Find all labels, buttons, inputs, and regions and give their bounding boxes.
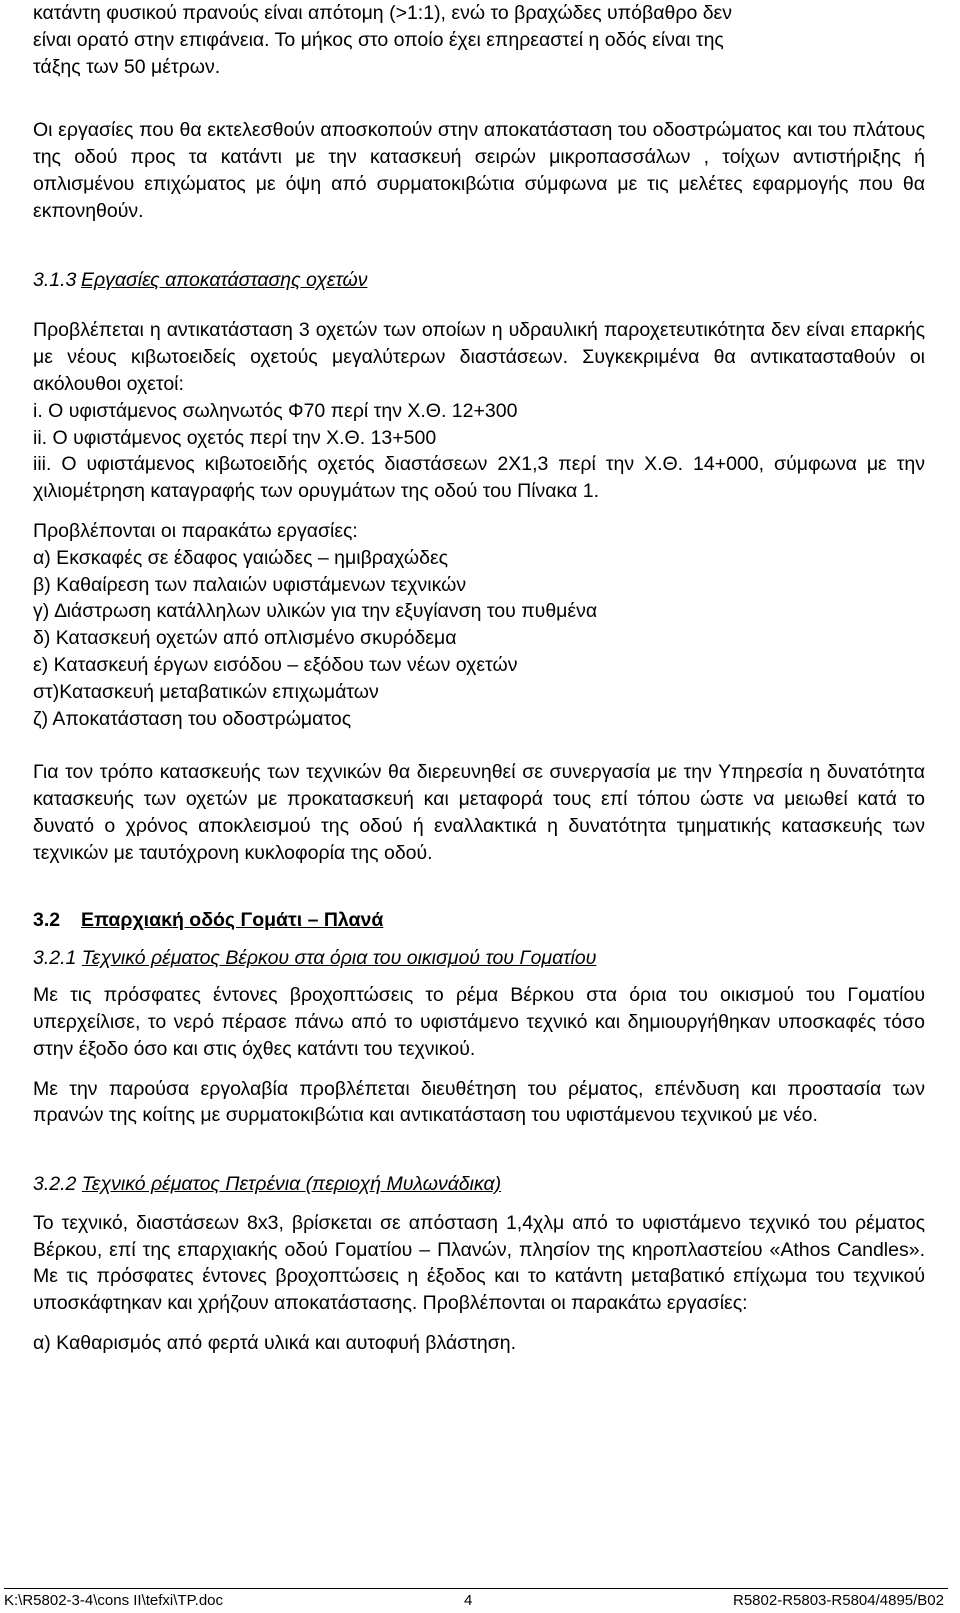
works-list-item: β) Καθαίρεση των παλαιών υφιστάμενων τεχνικών xyxy=(33,573,467,596)
works-list-item: γ) ∆ιάστρωση κατάλληλων υλικών για την εξυγίανση του πυθμένα xyxy=(33,600,598,623)
works-list-item: α) Εκσκαφές σε έδαφος γαιώδες – ημιβραχώδες xyxy=(33,546,449,569)
section-heading-3-2-1 xyxy=(33,945,925,972)
works-list-item: ζ) Αποκατάσταση του οδοστρώματος xyxy=(33,707,352,730)
section-title: Εργασίες αποκατάστασης οχετών xyxy=(81,268,368,291)
culvert-item: iii. Ο υφιστάμενος κιβωτοειδής οχετός διαστάσεων 2Χ1,3 περί την Χ.Θ. 14+000, σύμφωνα με την χιλιομέτρηση καταγραφής των ορυγμάτων της οδού του Πίνακα 1. xyxy=(33,453,925,503)
culvert-item: ii. Ο υφιστάμενος οχετός περί την Χ.Θ. 13+500 xyxy=(33,426,437,449)
document-page xyxy=(33,0,925,1357)
section-heading-3-2 xyxy=(33,907,925,934)
intro-line: κατάντη φυσικού πρανούς είναι απότομη (>1:1), ενώ το βραχώδες υπόβαθρο δεν xyxy=(33,2,733,24)
footer-page-number: 4 xyxy=(464,1592,473,1609)
culverts-paragraph: Προβλέπεται η αντικατάσταση 3 οχετών των οποίων η υδραυλική παροχετευτικότητα δεν είναι επαρκής με νέους κιβωτοειδείς οχετούς μεγαλύτερων διαστάσεων. Συγκεκριμένα θα αντικατασταθούν οι ακόλουθοι οχετοί: xyxy=(33,319,925,395)
section-number: 3.2.1 xyxy=(33,947,77,970)
culvert-item: i. Ο υφιστάμενος σωληνωτός Φ70 περί την Χ.Θ. 12+300 xyxy=(33,399,518,422)
petrenia-paragraph: Το τεχνικό, διαστάσεων 8x3, βρίσκεται σε απόσταση 1,4χλμ από το υφιστάμενο τεχνικό του ρέματος Βέρκου, επί της επαρχιακής οδού Γοματίου – Πλανών, πλησίον της κηροπλαστείου «Athos Candles». Με τις πρόσφατες έντονες βροχοπτώσεις η έξοδος και το κατάντη μεταβατικό επίχωμα του τεχνικού υποσκάφτηκαν και χρήζουν αποκατάστασης. Προβλέπονται οι παρακάτω εργασίες: xyxy=(33,1211,925,1315)
footer-document-code: R5802-R5803-R5804/4895/B02 xyxy=(733,1592,944,1609)
section-title: Τεχνικό ρέματος Πετρένια (περιοχή Μυλωνάδικα) xyxy=(81,1173,502,1196)
works-paragraph: Οι εργασίες που θα εκτελεσθούν αποσκοπούν στην αποκατάσταση του οδοστρώματος και του πλάτους της οδού προς τα κατάντι με την κατασκευή σειρών μικροπασσάλων , τοίχων αντιστήριξης ή οπλισμένου επιχώματος με όψη από συρματοκιβώτια σύμφωνα με τις μελέτες εφαρμογής που θα εκπονηθούν. xyxy=(33,119,925,222)
works-list-item: ε) Κατασκευή έργων εισόδου – εξόδου των νέων οχετών xyxy=(33,653,518,676)
section-title: Επαρχιακή οδός Γομάτι – Πλανά xyxy=(81,908,384,931)
section-number: 3.1.3 xyxy=(33,268,77,291)
works-list-item: δ) Κατασκευή οχετών από οπλισμένο σκυρόδεμα xyxy=(33,627,457,650)
section-title: Τεχνικό ρέματος Βέρκου στα όρια του οικισμού του Γοματίου xyxy=(81,947,597,970)
intro-line: τάξης των 50 μέτρων. xyxy=(33,55,221,78)
method-paragraph: Για τον τρόπο κατασκευής των τεχνικών θα διερευνηθεί σε συνεργασία με την Υπηρεσία η δυνατότητα κατασκευής των οχετών με προκατασκευή και μεταφορά τους επί τόπου ώστε να μειωθεί κατά το δυνατό ο χρόνος αποκλεισμού της οδού ή εναλλακτικά η δυνατότητα τμηματικής κατασκευής των τεχνικών με ταυτόχρονη κυκλοφορία της οδού. xyxy=(33,761,925,864)
works-list xyxy=(33,545,925,733)
works-list-item: στ)Κατασκευή μεταβατικών επιχωμάτων xyxy=(33,680,379,703)
section-heading-3-2-2 xyxy=(33,1171,925,1198)
footer-file-path: K:\R5802-3-4\cons II\tefxi\TP.doc xyxy=(4,1592,224,1609)
verkos-paragraph-1: Με τις πρόσφατες έντονες βροχοπτώσεις το ρέμα Βέρκου στα όρια του οικισμού του Γοματίου υπερχείλισε, το νερό πέρασε πάνω από το υφιστάμενο τεχνικό και δημιουργήθηκαν υποσκαφές τόσο στην έξοδο όσο και στις όχθες κατάντι του τεχνικού. xyxy=(33,984,925,1060)
section-heading-3-1-3 xyxy=(33,267,925,294)
page-footer xyxy=(4,1588,948,1609)
section-number: 3.2.2 xyxy=(33,1173,77,1196)
verkos-paragraph-2: Με την παρούσα εργολαβία προβλέπεται διευθέτηση του ρέματος, επένδυση και προστασία των πρανών της κοίτης με συρματοκιβώτια και αντικατάσταση του υφιστάμενου τεχνικού με νέο. xyxy=(33,1077,925,1127)
intro-line: είναι ορατό στην επιφάνεια. Το μήκος στο οποίο έχει επηρεαστεί η οδός είναι της xyxy=(33,28,724,51)
intro-paragraph xyxy=(33,0,925,80)
section-number: 3.2 xyxy=(33,908,61,931)
works-list-intro: Προβλέπονται οι παρακάτω εργασίες: xyxy=(33,519,358,542)
petrenia-item: α) Καθαρισμός από φερτά υλικά και αυτοφυή βλάστηση. xyxy=(33,1332,517,1355)
